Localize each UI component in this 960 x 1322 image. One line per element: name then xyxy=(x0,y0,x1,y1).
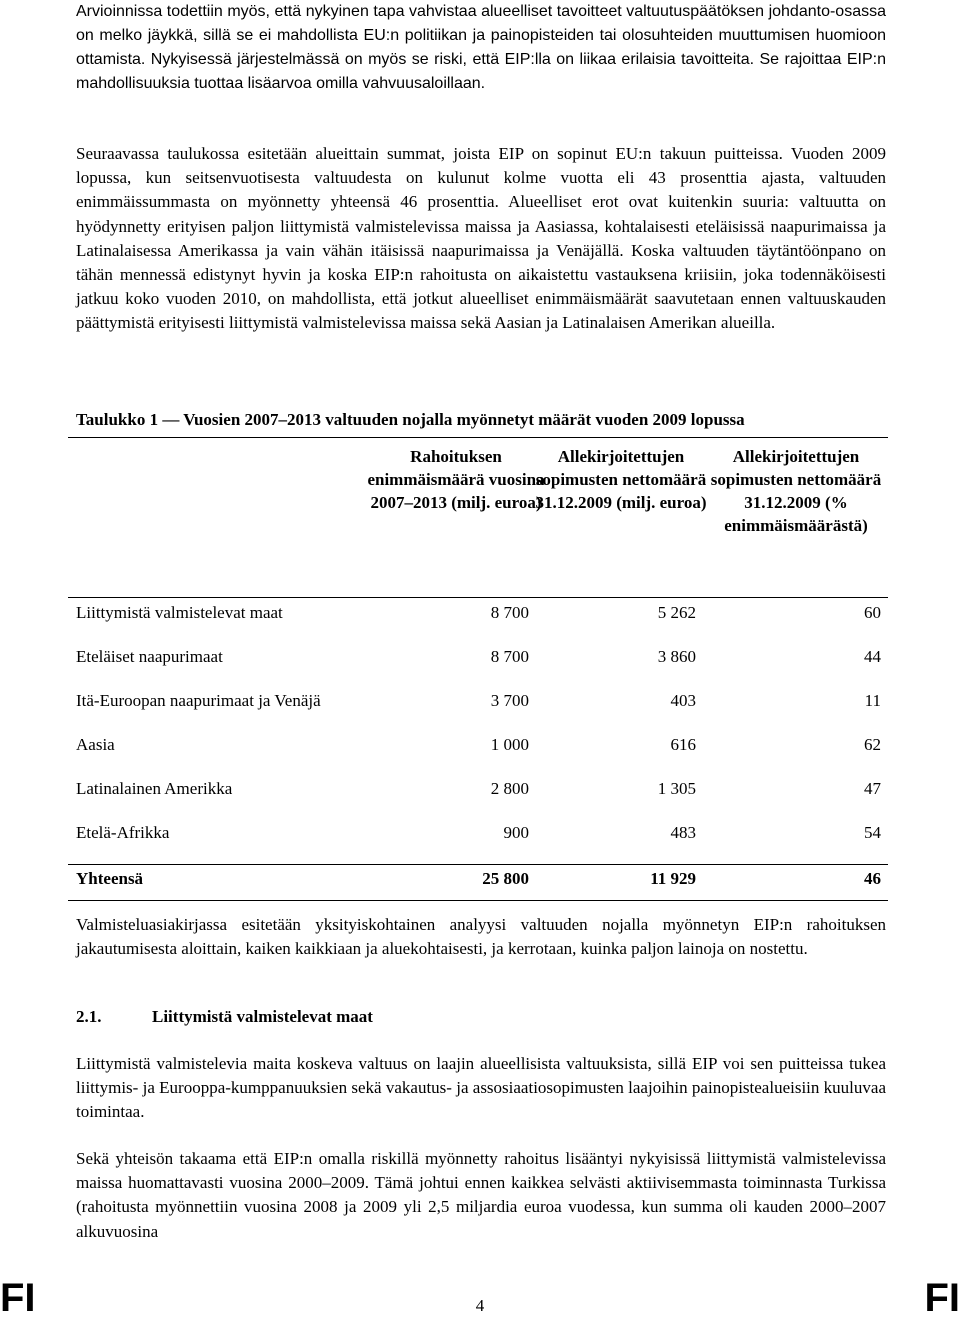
cell-signed-percent: 44 xyxy=(864,647,881,666)
column-header-max-amount: Rahoituksen enimmäismäärä vuosina 2007–2013 (milj. euroa) xyxy=(367,447,545,512)
row-label: Latinalainen Amerikka xyxy=(76,779,233,798)
table-bottom-rule xyxy=(68,900,888,901)
cell-max-amount: 8 700 xyxy=(490,647,529,666)
paragraph-pre-accession-mandate: Liittymistä valmistelevia maita koskeva valtuus on laajin alueellisista valtuuksista, sillä EIP voi sen puitteissa tukea liittymis- ja Eurooppa-kumppanuuksien sekä vakautus- ja assosiaatiosopimusten laajoihin painopistealueisiin kuuluvaa toimintaa. xyxy=(76,1054,886,1122)
total-max-amount: 25 800 xyxy=(482,869,529,888)
row-label: Etelä-Afrikka xyxy=(76,823,170,842)
section-heading xyxy=(76,1007,373,1027)
page-number: 4 xyxy=(475,1296,485,1315)
language-code-right: FI xyxy=(924,1276,960,1320)
table-total-rule xyxy=(68,864,888,865)
total-signed-percent: 46 xyxy=(864,869,881,888)
cell-max-amount: 900 xyxy=(503,823,529,842)
cell-max-amount: 2 800 xyxy=(490,779,529,798)
column-header-signed-percent: Allekirjoitettujen sopimusten nettomäärä 31.12.2009 (% enimmäismäärästä) xyxy=(710,447,882,535)
table-row xyxy=(76,779,886,803)
cell-max-amount: 3 700 xyxy=(490,691,529,710)
table-total-row xyxy=(76,869,886,893)
section-number: 2.1. xyxy=(76,1007,102,1026)
total-label: Yhteensä xyxy=(76,869,144,888)
table-row xyxy=(76,647,886,671)
paragraph-working-document: Valmisteluasiakirjassa esitetään yksityiskohtainen analyysi valtuuden nojalla myönnetyn EIP:n rahoituksen jakautumisesta aloittain, kaiken kaikkiaan ja aluekohtaisesti, ja kerrotaan, kuinka paljon lainoja on nostettu. xyxy=(76,915,886,959)
cell-signed-amount: 3 860 xyxy=(657,647,696,666)
table-row xyxy=(76,823,886,847)
table-row xyxy=(76,603,886,627)
row-label: Eteläiset naapurimaat xyxy=(76,647,223,666)
table-row xyxy=(76,691,886,715)
cell-signed-amount: 5 262 xyxy=(657,603,696,622)
paragraph-evaluation: Arvioinnissa todettiin myös, että nykyinen tapa vahvistaa alueelliset tavoitteet valtuutuspäätöksen johdanto-osassa on melko jäykkä, sillä se ei mahdollista EU:n politiikan ja painopisteiden tai olosuhteiden muuttumisen huomioon ottamista. Nykyisessä järjestelmässä on myös se riski, että EIP:lla on liikaa erilaisia tavoitteita. Se rajoittaa EIP:n mahdollisuuksia tuottaa lisäarvoa omilla vahvuusaloillaan. xyxy=(76,3,886,92)
language-code-left: FI xyxy=(0,1276,36,1320)
total-signed-amount: 11 929 xyxy=(650,869,696,888)
table-top-rule xyxy=(68,437,888,438)
cell-signed-amount: 1 305 xyxy=(657,779,696,798)
table-row xyxy=(76,735,886,759)
cell-signed-percent: 11 xyxy=(864,691,881,710)
cell-signed-percent: 62 xyxy=(864,735,881,754)
cell-signed-amount: 616 xyxy=(670,735,696,754)
column-header-signed-amount: Allekirjoitettujen sopimusten nettomäärä 31.12.2009 (milj. euroa) xyxy=(535,447,707,512)
table-caption: Taulukko 1 — Vuosien 2007–2013 valtuuden nojalla myönnetyt määrät vuoden 2009 lopussa xyxy=(76,410,745,429)
cell-signed-percent: 60 xyxy=(864,603,881,622)
row-label: Aasia xyxy=(76,735,115,754)
cell-signed-amount: 403 xyxy=(670,691,696,710)
paragraph-regional-sums: Seuraavassa taulukossa esitetään alueittain summat, joista EIP on sopinut EU:n takuun puitteissa. Vuoden 2009 lopussa, kun seitsenvuotisesta valtuudesta on kulunut kolme vuotta eli 43 prosenttia ajasta, valtuuden enimmäissummasta on myönnetty yhteensä 46 prosenttia. Alueelliset erot ovat kuitenkin suuria: valtuutta on hyödynnetty erityisen paljon liittymistä valmistelevissa maissa ja Aasiassa, kohtalaisesti eteläisissä naapurimaissa ja Latinalaisessa Amerikassa ja vain vähän itäisissä naapurimaissa ja Venäjällä. Koska valtuuden täytäntöönpano on tähän mennessä edistynyt hyvin ja koska EIP:n rahoitusta on aikaistettu vastauksena kriisiin, joka todennäköisesti jatkuu koko vuoden 2010, on mahdollista, että jotkut alueelliset enimmäismäärät saavutetaan ennen valtuuskauden päättymistä erityisesti liittymistä valmistelevissa maissa sekä Aasian ja Latinalaisen Amerikan alueilla. xyxy=(76,144,886,333)
row-label: Liittymistä valmistelevat maat xyxy=(76,603,283,622)
table-header-rule xyxy=(68,597,888,598)
row-label: Itä-Euroopan naapurimaat ja Venäjä xyxy=(76,691,321,710)
cell-max-amount: 1 000 xyxy=(490,735,529,754)
paragraph-financing-growth: Sekä yhteisön takaama että EIP:n omalla riskillä myönnetty rahoitus lisääntyi nykyisissä liittymistä valmistelevissa maissa huomattavasti vuosina 2000–2009. Tämä johtui ennen kaikkea selvästi aktiivisemmasta toiminnasta Turkissa (rahoitusta myönnettiin vuosina 2008 ja 2009 yli 2,5 miljardia euroa vuodessa, kun summa oli kauden 2000–2007 alkuvuosina xyxy=(76,1149,886,1241)
section-title: Liittymistä valmistelevat maat xyxy=(152,1007,373,1026)
cell-signed-amount: 483 xyxy=(670,823,696,842)
cell-signed-percent: 54 xyxy=(864,823,881,842)
cell-signed-percent: 47 xyxy=(864,779,881,798)
cell-max-amount: 8 700 xyxy=(490,603,529,622)
